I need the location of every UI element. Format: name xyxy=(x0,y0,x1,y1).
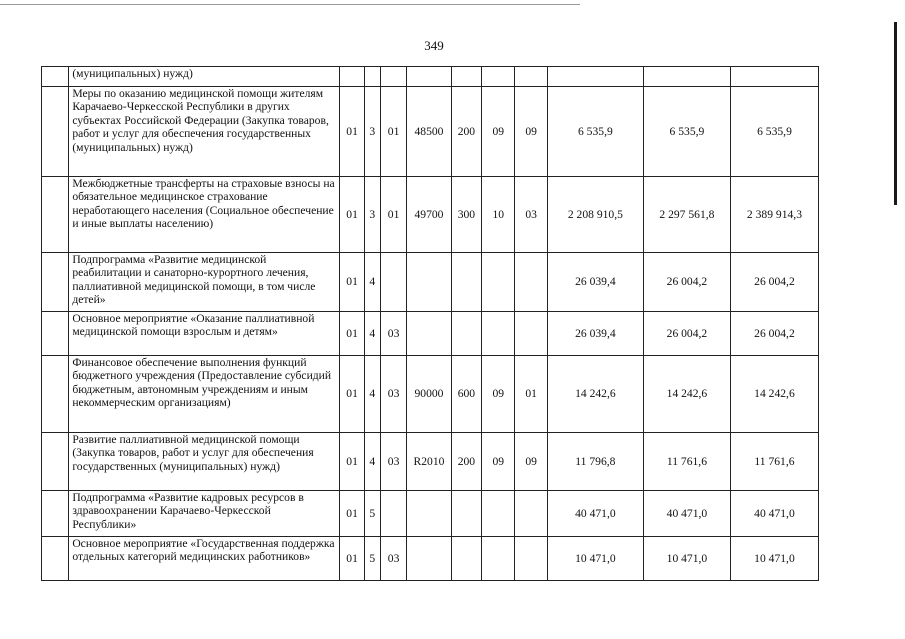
cell-section xyxy=(482,491,515,537)
right-edge-mark xyxy=(894,22,897,205)
cell-program xyxy=(340,67,364,87)
cell-amount-2: 26 004,2 xyxy=(643,253,730,312)
cell-section xyxy=(482,67,515,87)
cell-expense-type xyxy=(451,537,481,581)
cell-amount-3: 40 471,0 xyxy=(730,491,818,537)
cell-subsection: 09 xyxy=(515,433,547,491)
cell-subsection: 03 xyxy=(515,177,547,253)
cell-direction xyxy=(407,67,452,87)
cell-amount-1 xyxy=(547,67,643,87)
cell-expense-type xyxy=(451,491,481,537)
cell-amount-3: 26 004,2 xyxy=(730,312,818,356)
table-row xyxy=(42,356,819,433)
cell-main-event: 03 xyxy=(380,356,406,433)
cell-expense-type: 200 xyxy=(451,87,481,177)
cell-expense-type: 300 xyxy=(451,177,481,253)
cell-ved xyxy=(42,312,69,356)
budget-table xyxy=(41,66,819,581)
cell-direction: R2010 xyxy=(407,433,452,491)
cell-amount-2: 6 535,9 xyxy=(643,87,730,177)
cell-amount-2: 26 004,2 xyxy=(643,312,730,356)
cell-section xyxy=(482,537,515,581)
cell-subprogram xyxy=(364,67,380,87)
cell-subsection: 09 xyxy=(515,87,547,177)
cell-amount-1: 14 242,6 xyxy=(547,356,643,433)
cell-main-event: 03 xyxy=(380,433,406,491)
cell-subprogram: 4 xyxy=(364,433,380,491)
cell-name: Развитие паллиативной медицинской помощи (Закупка товаров, работ и услуг для обеспечения государственных (муниципальных) нужд) xyxy=(69,433,340,491)
cell-direction: 48500 xyxy=(407,87,452,177)
cell-amount-3: 6 535,9 xyxy=(730,87,818,177)
cell-name: Финансовое обеспечение выполнения функций бюджетного учреждения (Предоставление субсидий бюджетным, автономным учреждениям и иным некоммерческим организациям) xyxy=(69,356,340,433)
top-scan-line xyxy=(0,4,580,5)
cell-amount-3: 2 389 914,3 xyxy=(730,177,818,253)
cell-ved xyxy=(42,356,69,433)
table-row xyxy=(42,67,819,87)
cell-subprogram: 4 xyxy=(364,312,380,356)
cell-subprogram: 5 xyxy=(364,537,380,581)
cell-amount-3: 26 004,2 xyxy=(730,253,818,312)
cell-ved xyxy=(42,253,69,312)
cell-main-event: 01 xyxy=(380,87,406,177)
cell-amount-3: 10 471,0 xyxy=(730,537,818,581)
table-row xyxy=(42,253,819,312)
cell-subsection xyxy=(515,253,547,312)
table-row xyxy=(42,537,819,581)
table-row xyxy=(42,177,819,253)
cell-subprogram: 4 xyxy=(364,356,380,433)
cell-name: Подпрограмма «Развитие кадровых ресурсов в здравоохранении Карачаево-Черкесской Республики» xyxy=(69,491,340,537)
cell-program: 01 xyxy=(340,177,364,253)
table-row xyxy=(42,87,819,177)
cell-amount-2: 14 242,6 xyxy=(643,356,730,433)
cell-ved xyxy=(42,177,69,253)
cell-direction xyxy=(407,253,452,312)
cell-amount-1: 10 471,0 xyxy=(547,537,643,581)
cell-main-event xyxy=(380,253,406,312)
cell-amount-1: 6 535,9 xyxy=(547,87,643,177)
cell-amount-2: 11 761,6 xyxy=(643,433,730,491)
cell-program: 01 xyxy=(340,537,364,581)
cell-direction: 49700 xyxy=(407,177,452,253)
cell-subprogram: 3 xyxy=(364,177,380,253)
cell-section xyxy=(482,253,515,312)
cell-section: 10 xyxy=(482,177,515,253)
cell-direction xyxy=(407,537,452,581)
table-body xyxy=(42,67,819,581)
cell-name: Подпрограмма «Развитие медицинской реабилитации и санаторно-курортного лечения, паллиативной медицинской помощи, в том числе детей» xyxy=(69,253,340,312)
cell-ved xyxy=(42,87,69,177)
cell-subsection xyxy=(515,67,547,87)
cell-amount-2: 40 471,0 xyxy=(643,491,730,537)
cell-direction: 90000 xyxy=(407,356,452,433)
cell-ved xyxy=(42,67,69,87)
cell-expense-type: 200 xyxy=(451,433,481,491)
cell-amount-2: 10 471,0 xyxy=(643,537,730,581)
cell-amount-3: 11 761,6 xyxy=(730,433,818,491)
cell-subsection xyxy=(515,537,547,581)
table-row xyxy=(42,433,819,491)
cell-subprogram: 4 xyxy=(364,253,380,312)
cell-main-event: 03 xyxy=(380,312,406,356)
cell-amount-1: 26 039,4 xyxy=(547,253,643,312)
cell-ved xyxy=(42,491,69,537)
cell-section: 09 xyxy=(482,356,515,433)
cell-main-event xyxy=(380,491,406,537)
cell-section: 09 xyxy=(482,87,515,177)
cell-main-event: 03 xyxy=(380,537,406,581)
cell-ved xyxy=(42,537,69,581)
cell-program: 01 xyxy=(340,433,364,491)
cell-name: Меры по оказанию медицинской помощи жителям Карачаево-Черкесской Республики в других субъектах Российской Федерации (Закупка товаров, работ и услуг для обеспечения государственных (муниципальных) нужд) xyxy=(69,87,340,177)
cell-main-event: 01 xyxy=(380,177,406,253)
cell-amount-1: 40 471,0 xyxy=(547,491,643,537)
cell-program: 01 xyxy=(340,312,364,356)
cell-subsection: 01 xyxy=(515,356,547,433)
cell-amount-2 xyxy=(643,67,730,87)
cell-main-event xyxy=(380,67,406,87)
page-number: 349 xyxy=(424,38,444,53)
cell-subsection xyxy=(515,491,547,537)
cell-program: 01 xyxy=(340,491,364,537)
cell-subprogram: 5 xyxy=(364,491,380,537)
cell-amount-1: 2 208 910,5 xyxy=(547,177,643,253)
cell-name: (муниципальных) нужд) xyxy=(69,67,340,87)
cell-amount-2: 2 297 561,8 xyxy=(643,177,730,253)
cell-name: Межбюджетные трансферты на страховые взносы на обязательное медицинское страхование неработающего населения (Социальное обеспечение и иные выплаты населению) xyxy=(69,177,340,253)
cell-section xyxy=(482,312,515,356)
cell-name: Основное мероприятие «Государственная поддержка отдельных категорий медицинских работников» xyxy=(69,537,340,581)
table-row xyxy=(42,491,819,537)
cell-direction xyxy=(407,312,452,356)
cell-direction xyxy=(407,491,452,537)
cell-amount-1: 26 039,4 xyxy=(547,312,643,356)
cell-program: 01 xyxy=(340,356,364,433)
cell-amount-3: 14 242,6 xyxy=(730,356,818,433)
cell-subprogram: 3 xyxy=(364,87,380,177)
cell-amount-1: 11 796,8 xyxy=(547,433,643,491)
table-row xyxy=(42,312,819,356)
cell-expense-type xyxy=(451,67,481,87)
cell-program: 01 xyxy=(340,253,364,312)
cell-name: Основное мероприятие «Оказание паллиативной медицинской помощи взрослым и детям» xyxy=(69,312,340,356)
cell-subsection xyxy=(515,312,547,356)
cell-ved xyxy=(42,433,69,491)
cell-program: 01 xyxy=(340,87,364,177)
cell-section: 09 xyxy=(482,433,515,491)
cell-expense-type xyxy=(451,253,481,312)
cell-expense-type: 600 xyxy=(451,356,481,433)
cell-amount-3 xyxy=(730,67,818,87)
cell-expense-type xyxy=(451,312,481,356)
